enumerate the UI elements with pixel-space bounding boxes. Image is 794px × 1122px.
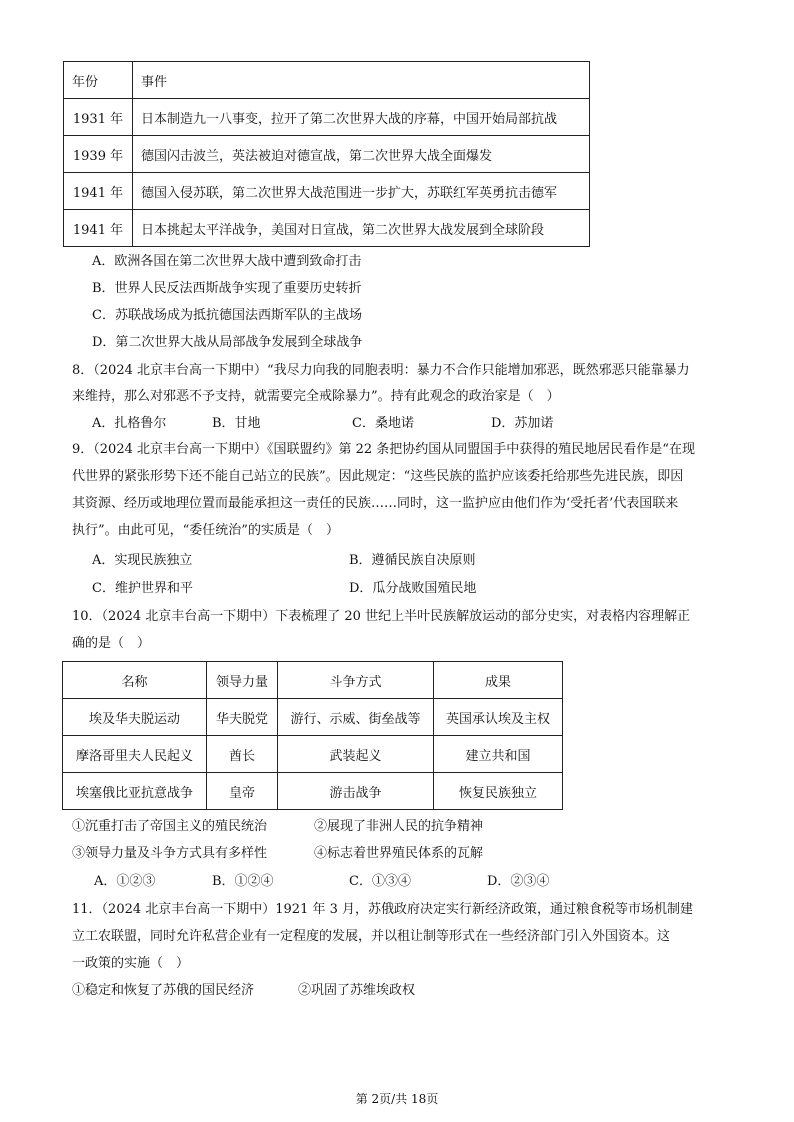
q10-statement: ②展现了非洲人民的抗争精神	[314, 819, 484, 834]
year-cell: 1941 年	[64, 173, 133, 210]
q10-option-b[interactable]: B．①②④	[212, 874, 274, 889]
year-cell: 1941 年	[64, 210, 133, 247]
header-cell-leader: 领导力量	[207, 662, 278, 699]
q9-option-b[interactable]: B．遵循民族自决原则	[349, 553, 476, 568]
q7-option-d[interactable]: D．第二次世界大战从局部战争发展到全球战争	[92, 335, 363, 350]
q8-option-c[interactable]: C．桑地诺	[352, 416, 414, 431]
events-table	[63, 61, 590, 247]
q11-stem-line: 11．（2024 北京丰台高一下期中）1921 年 3 月，苏俄政府决定实行新经济政策，通过粮食税等市场机制建	[72, 902, 694, 917]
table-row	[64, 136, 590, 173]
q11-stem-line: 立工农联盟，同时允许私营企业有一定程度的发展，并以租让制等形式在一些经济部门引入外国资本。这	[72, 929, 671, 944]
header-cell-event: 事件	[133, 62, 590, 99]
year-cell: 1931 年	[64, 99, 133, 136]
header-cell-name: 名称	[63, 662, 207, 699]
q9-stem-line: 代世界的紧张形势下还不能自己站立的民族”。因此规定：“这些民族的监护应该委托给那些先进民族，即因	[72, 469, 684, 484]
table-cell: 酋长	[207, 736, 278, 773]
table-row	[64, 173, 590, 210]
header-cell-method: 斗争方式	[278, 662, 434, 699]
q11-statement: ②巩固了苏维埃政权	[298, 983, 416, 998]
q10-stem-line: 确的是（ ）	[72, 636, 151, 651]
q9-stem-line: 其资源、经历或地理位置而最能承担这一责任的民族……同时，这一监护应由他们作为‘受托者’代表国联来	[72, 496, 679, 511]
q10-statement: ④标志着世界殖民体系的瓦解	[314, 846, 484, 861]
q8-stem-line: 8．（2024 北京丰台高一下期中）“我尽力向我的同胞表明：暴力不合作只能增加邪恶，既然邪恶只能靠暴力	[72, 363, 690, 378]
table-row	[64, 99, 590, 136]
table-cell: 埃塞俄比亚抗意战争	[63, 773, 207, 810]
q7-option-b[interactable]: B．世界人民反法西斯战争实现了重要历史转折	[92, 281, 362, 296]
table-cell: 游行、示威、街垒战等	[278, 699, 434, 736]
q8-stem-line: 来维持，那么对邪恶不予支持，就需要完全戒除暴力”。持有此观念的政治家是（ ）	[72, 389, 560, 404]
q8-option-d[interactable]: D．苏加诺	[491, 416, 554, 431]
event-cell: 日本制造九一八事变，拉开了第二次世界大战的序幕，中国开始局部抗战	[133, 99, 590, 136]
q9-stem-line: 9．（2024 北京丰台高一下期中）《国联盟约》第 22 条把协约国从同盟国手中获得的殖民地居民看作是“在现	[72, 442, 695, 457]
q11-statement: ①稳定和恢复了苏俄的国民经济	[72, 983, 255, 998]
q10-stem-line: 10．（2024 北京丰台高一下期中）下表梳理了 20 世纪上半叶民族解放运动的部分史实，对表格内容理解正	[72, 609, 691, 624]
table-cell: 游击战争	[278, 773, 434, 810]
table-cell: 华夫脱党	[207, 699, 278, 736]
q10-option-c[interactable]: C．①③④	[349, 874, 411, 889]
page-number: 第 2页/共 18页	[355, 1092, 439, 1106]
table-cell: 武装起义	[278, 736, 434, 773]
table-cell: 皇帝	[207, 773, 278, 810]
event-cell: 德国闪击波兰，英法被迫对德宣战，第二次世界大战全面爆发	[133, 136, 590, 173]
q8-option-a[interactable]: A．扎格鲁尔	[92, 416, 167, 431]
table-cell: 恢复民族独立	[434, 773, 563, 810]
q10-statement: ③领导力量及斗争方式具有多样性	[72, 846, 268, 861]
q9-option-d[interactable]: D．瓜分战败国殖民地	[349, 581, 477, 596]
table-cell: 英国承认埃及主权	[434, 699, 563, 736]
q10-option-d[interactable]: D．②③④	[487, 874, 550, 889]
q11-stem-line: 一政策的实施（ ）	[72, 956, 190, 971]
table-header-row	[63, 662, 563, 699]
header-cell-result: 成果	[434, 662, 563, 699]
table-header-row	[64, 62, 590, 99]
q9-stem-line: 执行”。由此可见，“委任统治”的实质是（ ）	[72, 523, 339, 538]
table-row	[63, 773, 563, 810]
q10-option-a[interactable]: A．①②③	[94, 874, 156, 889]
q7-option-c[interactable]: C．苏联战场成为抵抗德国法西斯军队的主战场	[92, 308, 362, 323]
table-row	[63, 699, 563, 736]
event-cell: 德国入侵苏联，第二次世界大战范围进一步扩大，苏联红军英勇抗击德军	[133, 173, 590, 210]
table-row	[64, 210, 590, 247]
event-cell: 日本挑起太平洋战争，美国对日宣战，第二次世界大战发展到全球阶段	[133, 210, 590, 247]
q9-option-c[interactable]: C．维护世界和平	[92, 581, 193, 596]
table-cell: 建立共和国	[434, 736, 563, 773]
header-cell-year: 年份	[64, 62, 133, 99]
year-cell: 1939 年	[64, 136, 133, 173]
table-cell: 摩洛哥里夫人民起义	[63, 736, 207, 773]
q7-option-a[interactable]: A．欧洲各国在第二次世界大战中遭到致命打击	[92, 254, 362, 269]
table-row	[63, 736, 563, 773]
q9-option-a[interactable]: A．实现民族独立	[92, 553, 193, 568]
liberation-table	[62, 661, 563, 810]
table-cell: 埃及华夫脱运动	[63, 699, 207, 736]
q10-statement: ①沉重打击了帝国主义的殖民统治	[72, 819, 268, 834]
q8-option-b[interactable]: B．甘地	[212, 416, 261, 431]
